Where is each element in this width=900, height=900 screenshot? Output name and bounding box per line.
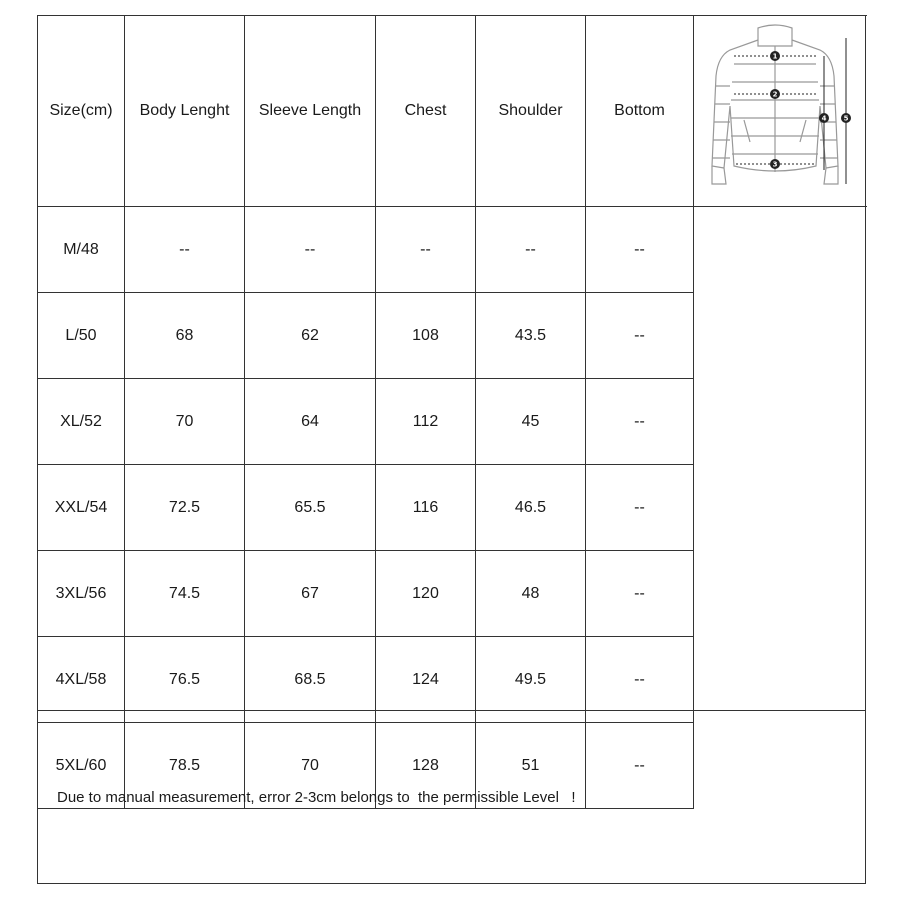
header-row xyxy=(38,16,867,207)
cell-body-length: 76.5 xyxy=(125,637,245,723)
cell-body-length: 68 xyxy=(125,293,245,379)
cell-size: XXL/54 xyxy=(38,465,125,551)
marker-3-label: 3 xyxy=(772,160,778,169)
cell-chest: 124 xyxy=(376,637,476,723)
marker-2-label: 2 xyxy=(772,90,778,99)
cell-chest: 112 xyxy=(376,379,476,465)
cell-sleeve-length: 70 xyxy=(245,723,376,809)
jacket-measurement-diagram-icon xyxy=(700,16,860,206)
size-table xyxy=(37,15,867,809)
cell-size: 3XL/56 xyxy=(38,551,125,637)
diagram-cell xyxy=(694,16,867,207)
header-bottom: Bottom xyxy=(586,16,694,207)
cell-shoulder: 43.5 xyxy=(476,293,586,379)
cell-bottom: -- xyxy=(586,293,694,379)
cell-body-length: 78.5 xyxy=(125,723,245,809)
header-body-length: Body Lenght xyxy=(125,16,245,207)
cell-body-length: -- xyxy=(125,207,245,293)
marker-5-label: 5 xyxy=(843,114,849,123)
cell-chest: 120 xyxy=(376,551,476,637)
cell-sleeve-length: 68.5 xyxy=(245,637,376,723)
header-sleeve-length: Sleeve Length xyxy=(245,16,376,207)
cell-sleeve-length: 64 xyxy=(245,379,376,465)
cell-shoulder: -- xyxy=(476,207,586,293)
cell-bottom: -- xyxy=(586,551,694,637)
cell-chest: -- xyxy=(376,207,476,293)
table-row xyxy=(38,465,867,551)
cell-body-length: 72.5 xyxy=(125,465,245,551)
note-box xyxy=(37,710,866,884)
cell-shoulder: 46.5 xyxy=(476,465,586,551)
cell-bottom: -- xyxy=(586,207,694,293)
cell-size: 5XL/60 xyxy=(38,723,125,809)
header-shoulder: Shoulder xyxy=(476,16,586,207)
measurement-note: Due to manual measurement, error 2-3cm belongs to the permissible Level ! xyxy=(57,789,576,806)
cell-bottom: -- xyxy=(586,465,694,551)
marker-1-label: 1 xyxy=(772,52,778,61)
table-row xyxy=(38,551,867,637)
cell-shoulder: 51 xyxy=(476,723,586,809)
cell-body-length: 74.5 xyxy=(125,551,245,637)
header-chest: Chest xyxy=(376,16,476,207)
cell-sleeve-length: -- xyxy=(245,207,376,293)
cell-sleeve-length: 62 xyxy=(245,293,376,379)
cell-shoulder: 48 xyxy=(476,551,586,637)
cell-body-length: 70 xyxy=(125,379,245,465)
cell-bottom: -- xyxy=(586,379,694,465)
cell-chest: 116 xyxy=(376,465,476,551)
cell-chest: 128 xyxy=(376,723,476,809)
table-row xyxy=(38,379,867,465)
cell-shoulder: 49.5 xyxy=(476,637,586,723)
table-row xyxy=(38,207,867,293)
cell-sleeve-length: 65.5 xyxy=(245,465,376,551)
cell-size: L/50 xyxy=(38,293,125,379)
cell-bottom: -- xyxy=(586,723,694,809)
cell-size: XL/52 xyxy=(38,379,125,465)
cell-size: 4XL/58 xyxy=(38,637,125,723)
cell-bottom: -- xyxy=(586,637,694,723)
cell-shoulder: 45 xyxy=(476,379,586,465)
cell-sleeve-length: 67 xyxy=(245,551,376,637)
cell-size: M/48 xyxy=(38,207,125,293)
header-size: Size(cm) xyxy=(38,16,125,207)
table-row xyxy=(38,293,867,379)
cell-chest: 108 xyxy=(376,293,476,379)
marker-4-label: 4 xyxy=(821,114,827,123)
